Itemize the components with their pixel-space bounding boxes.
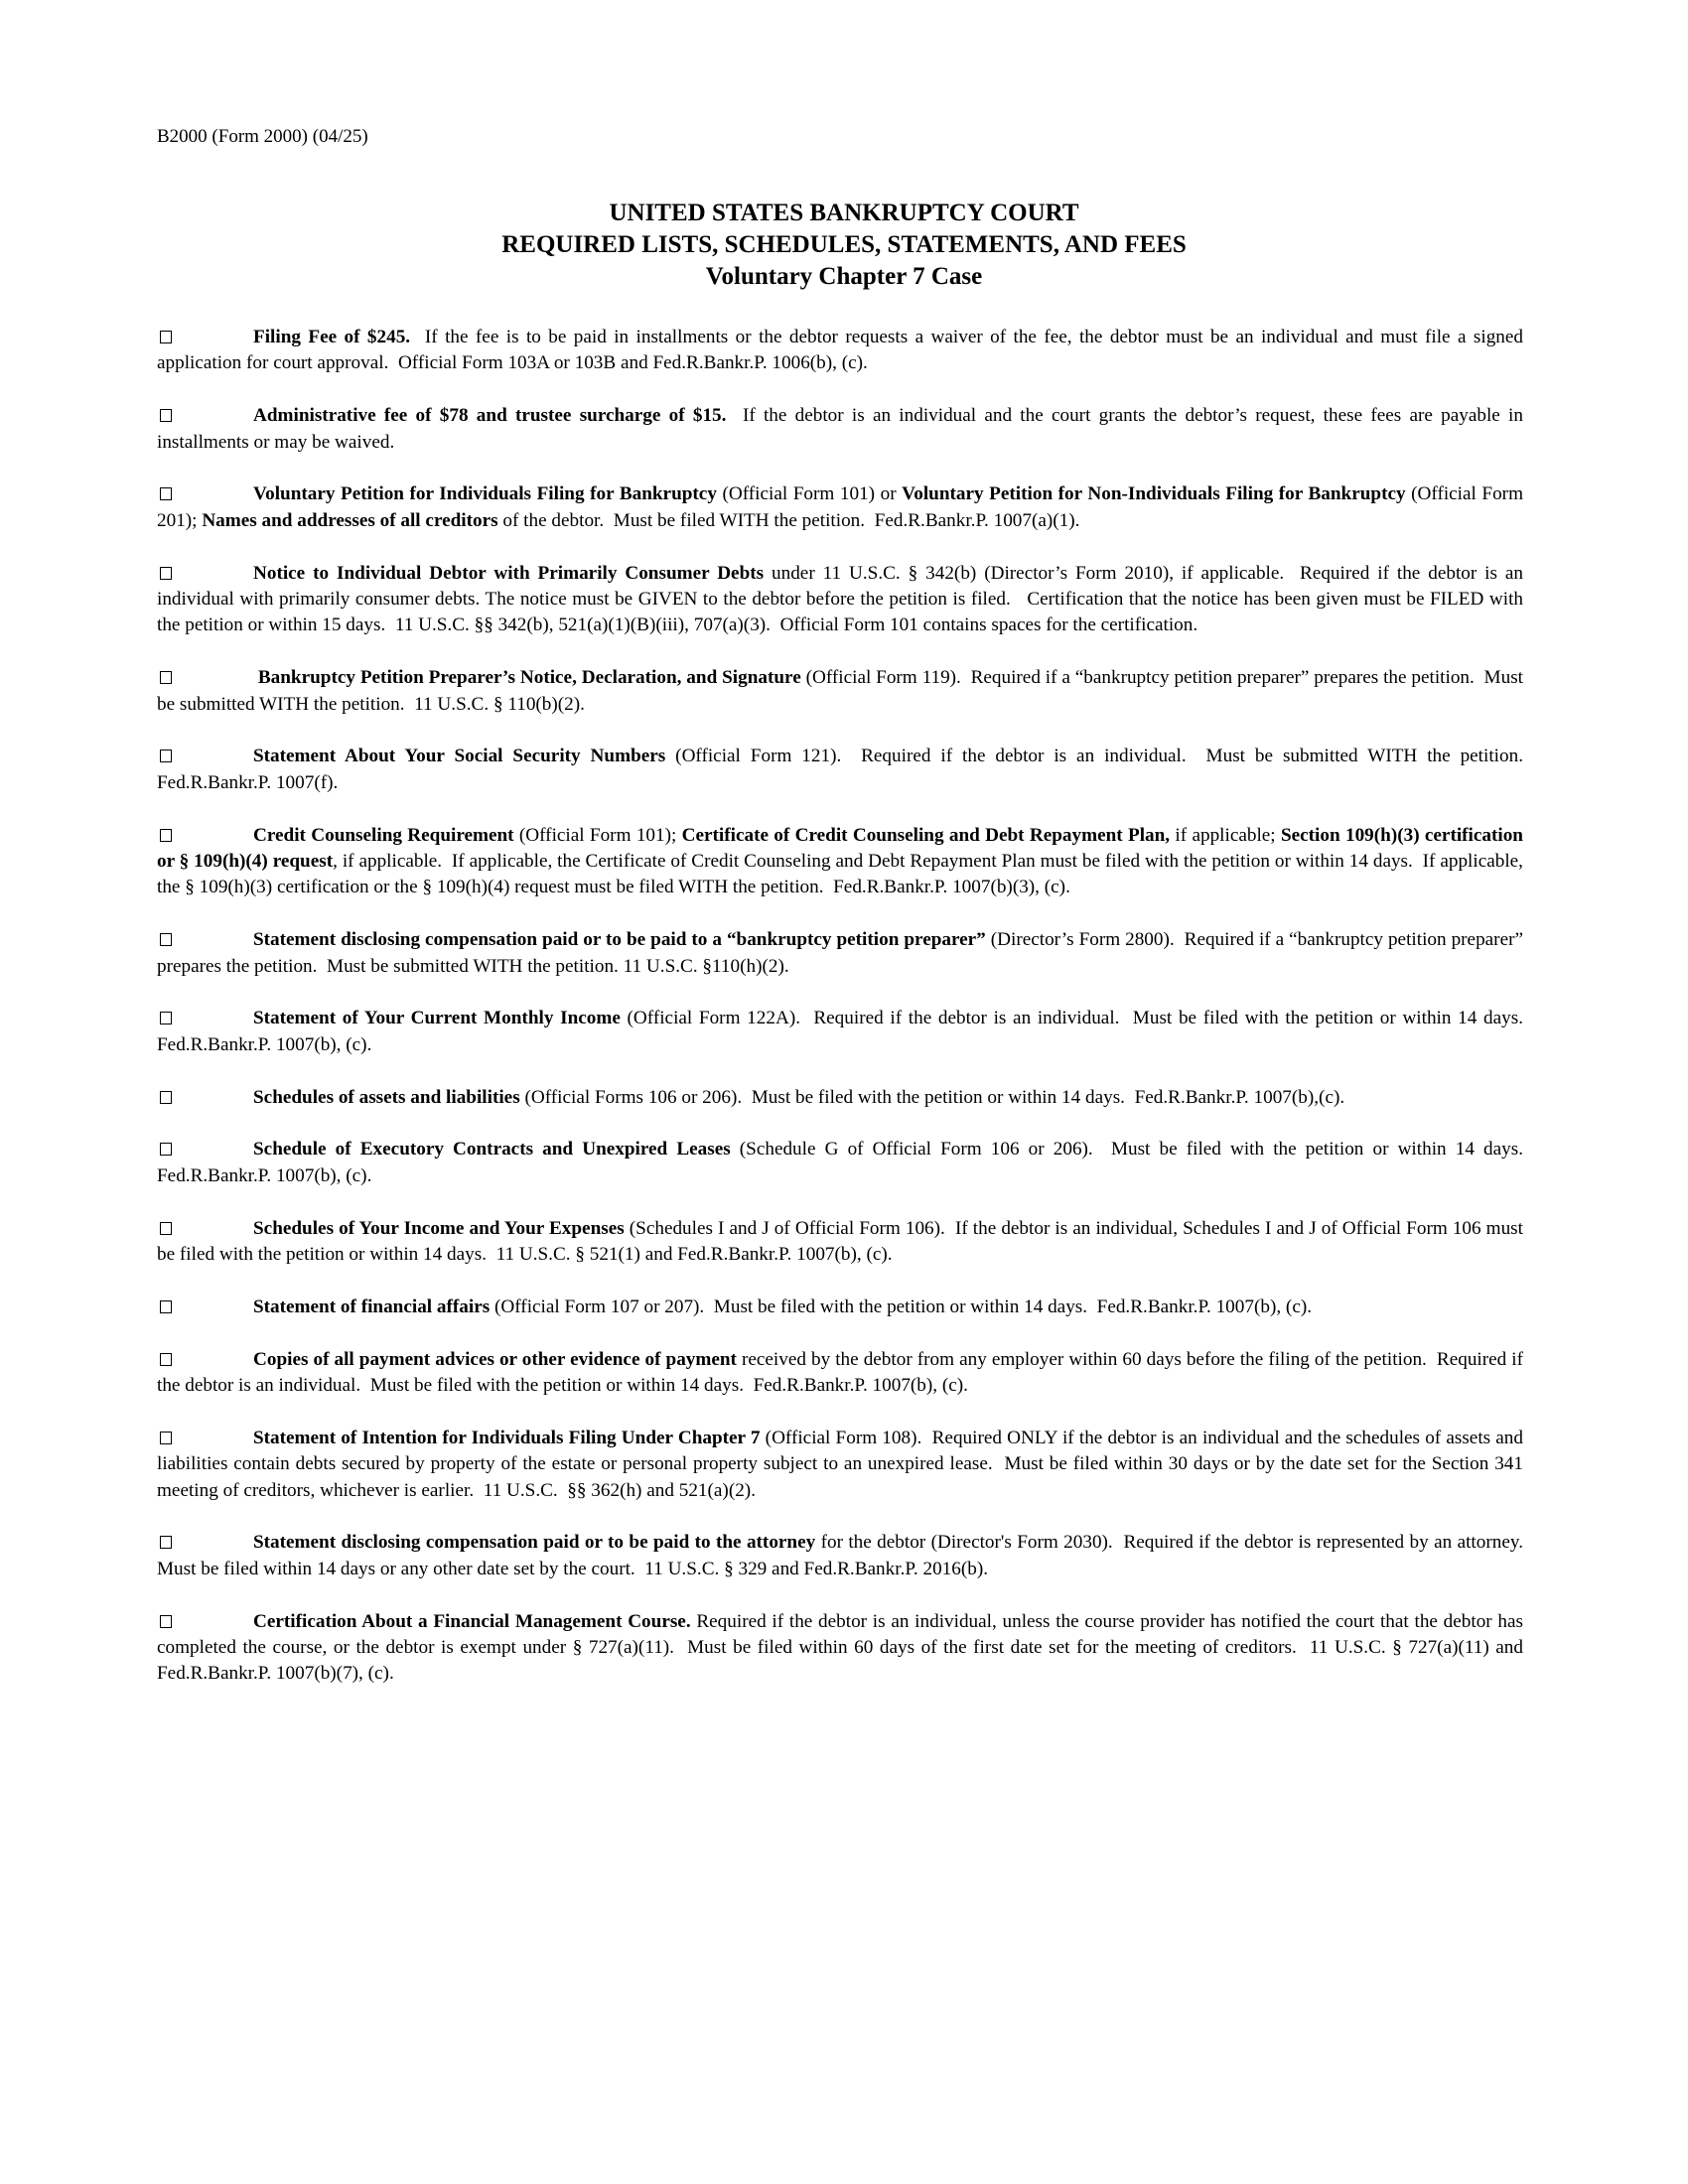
checkbox-icon[interactable]: [160, 1012, 172, 1024]
item-description: of the debtor. Must be filed WITH the petition. Fed.R.Bankr.P. 1007(a)(1).: [497, 509, 1080, 531]
checkbox-icon[interactable]: [160, 1536, 172, 1549]
item-heading: Statement disclosing compensation paid or to be paid to the attorney: [253, 1532, 816, 1554]
item-description: under 11 U.S.C. § 342(b) (Director’s Form 2010), if applicable. Required if the debtor is an individual with primarily consumer debts. The notice must be GIVEN to the debtor before the petition is filed. Certification that the notice has been given must be FILED with the petition or within 15 days. 11 U.S.C. §§ 342(b), 521(a)(1)(B)(iii), 707(a)(3). Official Form 101 contains spaces for the certification.: [157, 562, 1528, 636]
item-description: received by the debtor from any employer within 60 days before the filing of the petition. Required if the debtor is an individual. Must be filed with the petition or within 14 days. Fed.R.Bankr.P. 1007(b), (c).: [157, 1348, 1528, 1397]
checklist-item: [157, 744, 1533, 796]
checkbox-icon[interactable]: [160, 1300, 172, 1313]
checkbox-icon[interactable]: [160, 331, 172, 343]
item-heading: Schedule of Executory Contracts and Unexpired Leases: [253, 1139, 731, 1160]
checkbox-icon[interactable]: [160, 1222, 172, 1235]
checkbox-icon[interactable]: [160, 1353, 172, 1366]
item-heading: Copies of all payment advices or other evidence of payment: [253, 1348, 737, 1370]
checkbox-icon[interactable]: [160, 1143, 172, 1156]
item-description: (Official Form 201);: [157, 483, 1528, 531]
item-description: , if applicable. If applicable, the Certificate of Credit Counseling and Debt Repayment Plan must be filed with the petition or within 14 days. If applicable, the § 109(h)(3) certification or the § 109(h)(4) request must be filed WITH the petition. Fed.R.Bankr.P. 1007(b)(3), (c).: [157, 851, 1528, 898]
item-heading: Certification About a Financial Management Course.: [253, 1610, 691, 1632]
item-heading: Section 109(h)(3) certification or § 109(h)(4) request: [157, 824, 1528, 873]
item-heading: Notice to Individual Debtor with Primarily Consumer Debts: [253, 562, 765, 584]
item-heading: Voluntary Petition for Non-Individuals Filing for Bankruptcy: [902, 483, 1406, 505]
checkbox-icon[interactable]: [160, 487, 172, 500]
item-description: (Official Form 101) or: [716, 483, 903, 505]
checkbox-icon[interactable]: [160, 750, 172, 762]
checklist-item: [157, 403, 1528, 456]
item-description: (Official Form 108). Required ONLY if the debtor is an individual and the schedules of assets and liabilities contain debts secured by property of the estate or personal property subject to an unexpired lease. Must be filed within 30 days or by the date set for the Section 341 meeting of creditors, whichever is earlier. 11 U.S.C. §§ 362(h) and 521(a)(2).: [157, 1427, 1528, 1501]
item-heading: Voluntary Petition for Individuals Filing for Bankruptcy: [253, 483, 717, 505]
item-heading: Credit Counseling Requirement: [253, 824, 514, 846]
checklist-item: [157, 1609, 1528, 1688]
item-description: for the debtor (Director's Form 2030). Required if the debtor is represented by an attorney. Must be filed within 14 days or any other date set by the court. 11 U.S.C. § 329 and Fed.R.Bankr.P. 2016(b).: [157, 1532, 1533, 1579]
item-description: (Official Forms 106 or 206). Must be filed with the petition or within 14 days. Fed.R.Bankr.P. 1007(b),(c).: [519, 1086, 1345, 1108]
item-heading: Statement of Intention for Individuals Filing Under Chapter 7: [253, 1427, 761, 1448]
checkbox-icon[interactable]: [160, 567, 172, 580]
item-description: (Schedule G of Official Form 106 or 206). Must be filed with the petition or within 14 days. Fed.R.Bankr.P. 1007(b), (c).: [157, 1139, 1533, 1186]
title-requirements: REQUIRED LISTS, SCHEDULES, STATEMENTS, AND FEES: [501, 231, 1187, 258]
item-description: (Official Form 119). Required if a “bankruptcy petition preparer” prepares the petition. Must be submitted WITH the petition. 11 U.S.C. § 110(b)(2).: [157, 667, 1528, 715]
item-heading: Statement disclosing compensation paid or to be paid to a “bankruptcy petition preparer”: [253, 929, 986, 951]
item-heading: Filing Fee of $245.: [253, 327, 411, 347]
item-description: (Schedules I and J of Official Form 106). If the debtor is an individual, Schedules I and J of Official Form 106 must be filed with the petition or within 14 days. 11 U.S.C. § 521(1) and Fed.R.Bankr.P. 1007(b), (c).: [157, 1217, 1528, 1266]
checkbox-icon[interactable]: [160, 409, 172, 422]
item-heading: Certificate of Credit Counseling and Debt Repayment Plan,: [681, 824, 1171, 846]
item-heading: Statement About Your Social Security Numbers: [253, 746, 666, 767]
checkbox-icon[interactable]: [160, 1432, 172, 1444]
checklist-item: [157, 481, 1528, 534]
checklist-item: [157, 1530, 1533, 1582]
form-identifier: B2000 (Form 2000) (04/25): [157, 126, 368, 147]
document-title: [0, 198, 1688, 293]
checklist-item: [157, 561, 1528, 639]
item-heading: Statement of financial affairs: [253, 1296, 491, 1317]
title-case-type: Voluntary Chapter 7 Case: [705, 263, 983, 290]
checklist-item: [157, 823, 1528, 901]
checklist-item: [157, 1006, 1533, 1058]
item-heading: Statement of Your Current Monthly Income: [253, 1008, 621, 1029]
checklist-item: [157, 1085, 1523, 1111]
checklist-item: [157, 1295, 1523, 1320]
item-heading: Names and addresses of all creditors: [202, 509, 498, 531]
checklist-item: [157, 325, 1528, 377]
item-description: (Official Form 122A). Required if the debtor is an individual. Must be filed with the petition or within 14 days. Fed.R.Bankr.P. 1007(b), (c).: [157, 1008, 1533, 1055]
checkbox-icon[interactable]: [160, 1091, 172, 1104]
requirements-checklist: [157, 325, 1533, 1713]
item-description: Required if the debtor is an individual, unless the course provider has notified the court that the debtor has completed the course, or the debtor is exempt under § 727(a)(11). Must be filed within 60 days of the first date set for the meeting of creditors. 11 U.S.C. § 727(a)(11) and Fed.R.Bankr.P. 1007(b)(7), (c).: [157, 1610, 1528, 1685]
checklist-item: [157, 1426, 1528, 1504]
item-description: If the fee is to be paid in installments or the debtor requests a waiver of the fee, the debtor must be an individual and must file a signed application for court approval. Official Form 103A or 103B and Fed.R.Bankr.P. 1006(b), (c).: [157, 327, 1528, 374]
checklist-item: [157, 1347, 1528, 1400]
item-heading: Schedules of Your Income and Your Expenses: [253, 1217, 625, 1239]
checkbox-icon[interactable]: [160, 933, 172, 946]
item-heading: Schedules of assets and liabilities: [253, 1086, 520, 1108]
checklist-item: [157, 665, 1528, 718]
item-description: (Director’s Form 2800). Required if a “bankruptcy petition preparer” prepares the petition. Must be submitted WITH the petition. 11 U.S.C. §110(h)(2).: [157, 929, 1528, 977]
checklist-item: [157, 1137, 1533, 1189]
title-court: UNITED STATES BANKRUPTCY COURT: [609, 200, 1079, 226]
item-description: (Official Form 107 or 207). Must be filed with the petition or within 14 days. Fed.R.Bankr.P. 1007(b), (c).: [490, 1296, 1313, 1317]
item-description: (Official Form 101);: [513, 824, 682, 846]
checklist-item: [157, 1216, 1528, 1269]
checkbox-icon[interactable]: [160, 1615, 172, 1628]
item-description: (Official Form 121). Required if the debtor is an individual. Must be submitted WITH the petition. Fed.R.Bankr.P. 1007(f).: [157, 746, 1533, 793]
item-heading: Administrative fee of $78 and trustee surcharge of $15.: [253, 405, 727, 427]
item-description: If the debtor is an individual and the court grants the debtor’s request, these fees are payable in installments or may be waived.: [157, 405, 1528, 453]
checkbox-icon[interactable]: [160, 671, 172, 684]
checkbox-icon[interactable]: [160, 829, 172, 842]
item-description: if applicable;: [1170, 824, 1281, 846]
item-heading: Bankruptcy Petition Preparer’s Notice, Declaration, and Signature: [253, 667, 801, 689]
checklist-item: [157, 927, 1528, 980]
